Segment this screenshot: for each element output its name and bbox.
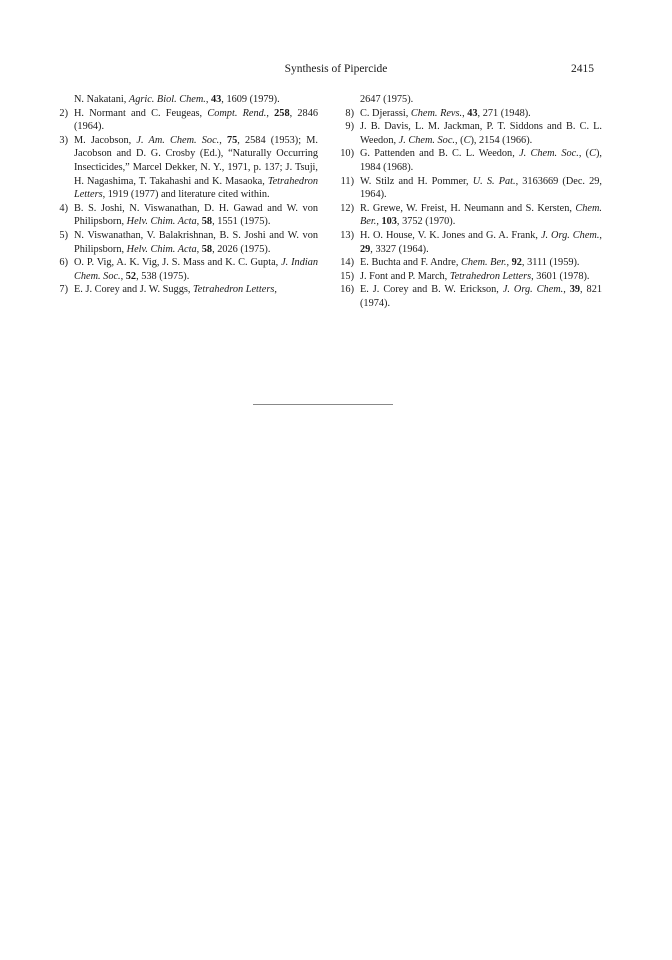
reference-fragment: , xyxy=(462,107,468,119)
reference-number: 15) xyxy=(340,270,354,282)
reference-text xyxy=(360,93,602,107)
reference-text xyxy=(74,256,318,283)
reference-fragment: , 1919 (1977) and literature cited within. xyxy=(102,189,270,201)
reference-fragment: , 1609 (1979). xyxy=(221,94,280,105)
reference-fragment: , xyxy=(563,284,570,296)
volume-number: 43 xyxy=(211,94,222,105)
reference-fragment: , 1551 (1975). xyxy=(212,216,271,228)
references-right-column xyxy=(336,93,602,311)
reference-number: 4) xyxy=(59,202,68,214)
journal-name: Chem. Revs. xyxy=(410,107,463,119)
reference-text xyxy=(360,229,602,256)
reference-item xyxy=(336,256,602,270)
reference-fragment: J. Font and P. March, xyxy=(360,270,450,282)
reference-item xyxy=(50,202,318,229)
journal-name: Chem. Ber. xyxy=(360,202,602,228)
reference-fragment: N. Viswanathan, V. Balakrishnan, B. S. Joshi and W. von Philipsborn, xyxy=(74,229,318,255)
reference-number: 10) xyxy=(340,148,354,160)
reference-fragment: 2647 (1975). xyxy=(360,94,414,105)
reference-text xyxy=(360,175,602,202)
reference-number: 13) xyxy=(340,229,354,241)
reference-text xyxy=(74,93,318,107)
journal-name: J. Chem. Soc. xyxy=(398,134,455,146)
reference-text xyxy=(74,283,318,297)
reference-fragment: H. Normant and C. Feugeas, xyxy=(74,107,208,119)
journal-name: Agric. Biol. Chem. xyxy=(128,94,206,105)
reference-item xyxy=(336,175,602,202)
journal-name: Tetrahedron Letters xyxy=(74,175,318,201)
reference-text xyxy=(360,107,602,121)
reference-fragment: , xyxy=(196,243,202,255)
volume-number: 58 xyxy=(201,243,213,255)
reference-fragment: , ( xyxy=(454,134,464,146)
reference-number: 16) xyxy=(340,284,354,296)
journal-name: U. S. Pat. xyxy=(472,175,516,187)
journal-name: J. Indian Chem. Soc. xyxy=(74,257,318,282)
reference-item xyxy=(50,283,318,297)
volume-number: 29 xyxy=(360,243,371,255)
reference-fragment: E. Buchta and F. Andre, xyxy=(360,257,461,269)
reference-text xyxy=(360,270,602,284)
reference-continuation xyxy=(50,93,318,107)
reference-fragment: , xyxy=(274,284,277,296)
reference-fragment: , xyxy=(219,134,227,146)
journal-name: Helv. Chim. Acta xyxy=(126,216,197,228)
reference-fragment: , 2846 (1964). xyxy=(74,107,318,133)
reference-continuation xyxy=(336,93,602,107)
reference-fragment: , 3752 (1970). xyxy=(396,216,456,228)
reference-text xyxy=(74,202,318,229)
reference-number: 8) xyxy=(345,107,354,119)
reference-item xyxy=(336,147,602,174)
reference-number: 14) xyxy=(340,257,354,269)
reference-text xyxy=(360,120,602,147)
reference-fragment: , 2026 (1975). xyxy=(212,243,271,255)
reference-number: 5) xyxy=(59,229,68,241)
reference-fragment: C. Djerassi, xyxy=(360,107,411,119)
reference-text xyxy=(74,107,318,134)
reference-item xyxy=(336,270,602,284)
reference-fragment: J. B. Davis, L. M. Jackman, P. T. Siddons and B. C. L. Weedon, xyxy=(360,121,602,146)
running-header-title: Synthesis of Pipercide xyxy=(284,63,388,75)
journal-name: J. Org. Chem. xyxy=(540,229,600,241)
reference-fragment: , ( xyxy=(578,148,590,160)
reference-text xyxy=(360,147,602,174)
reference-fragment: , 2584 (1953); M. Jacobson and D. G. Crosby (Ed.), “Naturally Occurring Insecticides,” Marcel Dekker, N. Y., 1971, p. 137; J. Tsuji, H. Nagashima, T. Takahashi and K. Masaoka, xyxy=(74,134,318,187)
reference-fragment: , 3601 (1978). xyxy=(531,270,590,282)
journal-name: J. Chem. Soc. xyxy=(519,148,579,160)
reference-fragment: G. Pattenden and B. C. L. Weedon, xyxy=(360,148,520,160)
reference-fragment: ), 2154 (1966). xyxy=(470,134,533,146)
reference-fragment: , 821 (1974). xyxy=(360,284,602,309)
reference-fragment: R. Grewe, W. Freist, H. Neumann and S. Kersten, xyxy=(360,202,576,214)
reference-number: 9) xyxy=(345,121,354,133)
journal-name: J. Am. Chem. Soc. xyxy=(136,134,220,146)
reference-number: 12) xyxy=(340,202,354,214)
reference-fragment: O. P. Vig, A. K. Vig, J. S. Mass and K. C. Gupta, xyxy=(74,257,282,269)
reference-item xyxy=(336,229,602,256)
reference-item xyxy=(50,256,318,283)
reference-fragment: , xyxy=(599,229,602,241)
volume-number: 92 xyxy=(511,257,522,269)
reference-item xyxy=(50,229,318,256)
volume-number: 52 xyxy=(125,270,137,282)
journal-name: J. Org. Chem. xyxy=(502,284,564,296)
reference-fragment: , xyxy=(376,216,382,228)
volume-number: 103 xyxy=(381,216,397,228)
journal-name: Tetrahedron Letters xyxy=(449,270,532,282)
reference-number: 6) xyxy=(59,257,68,269)
references-left-column xyxy=(50,93,318,297)
journal-name: C xyxy=(463,134,471,146)
reference-text xyxy=(360,256,602,270)
reference-fragment: ), 1984 (1968). xyxy=(360,148,602,173)
reference-fragment: , xyxy=(266,107,275,119)
reference-item xyxy=(336,120,602,147)
reference-fragment: , 3111 (1959). xyxy=(521,257,580,269)
end-of-article-rule xyxy=(253,404,393,405)
reference-fragment: , xyxy=(205,94,211,105)
reference-item xyxy=(336,107,602,121)
reference-text xyxy=(74,229,318,256)
journal-name: Tetrahedron Letters xyxy=(193,284,275,296)
journal-name: C xyxy=(589,148,596,160)
reference-fragment: , 3163669 (Dec. 29, 1964). xyxy=(360,175,602,201)
reference-text xyxy=(74,134,318,202)
reference-fragment: , 271 (1948). xyxy=(477,107,531,119)
reference-fragment: N. Nakatani, xyxy=(74,94,129,105)
reference-fragment: W. Stilz and H. Pommer, xyxy=(360,175,473,187)
journal-name: Helv. Chim. Acta xyxy=(126,243,197,255)
reference-fragment: H. O. House, V. K. Jones and G. A. Frank, xyxy=(360,229,541,241)
reference-fragment: E. J. Corey and B. W. Erickson, xyxy=(360,284,503,296)
volume-number: 39 xyxy=(569,284,581,296)
reference-fragment: B. S. Joshi, N. Viswanathan, D. H. Gawad and W. von Philipsborn, xyxy=(74,202,318,228)
reference-fragment: , xyxy=(196,216,202,228)
reference-item xyxy=(50,107,318,134)
reference-fragment: , xyxy=(120,270,126,282)
volume-number: 58 xyxy=(201,216,213,228)
reference-text xyxy=(360,283,602,310)
reference-number: 7) xyxy=(59,284,68,296)
reference-fragment: , 538 (1975). xyxy=(136,270,190,282)
reference-item xyxy=(50,134,318,202)
page-number: 2415 xyxy=(571,63,594,75)
reference-fragment: , 3327 (1964). xyxy=(370,243,429,255)
volume-number: 258 xyxy=(274,107,290,119)
volume-number: 75 xyxy=(226,134,238,146)
reference-item xyxy=(336,283,602,310)
journal-name: Chem. Ber. xyxy=(460,257,507,269)
volume-number: 43 xyxy=(467,107,478,119)
reference-number: 11) xyxy=(340,175,354,187)
reference-fragment: , xyxy=(506,257,512,269)
journal-name: Compt. Rend. xyxy=(207,107,267,119)
reference-fragment: E. J. Corey and J. W. Suggs, xyxy=(74,284,193,296)
reference-fragment: M. Jacobson, xyxy=(74,134,137,146)
reference-item xyxy=(336,202,602,229)
reference-number: 3) xyxy=(59,134,68,146)
reference-text xyxy=(360,202,602,229)
reference-number: 2) xyxy=(59,107,68,119)
